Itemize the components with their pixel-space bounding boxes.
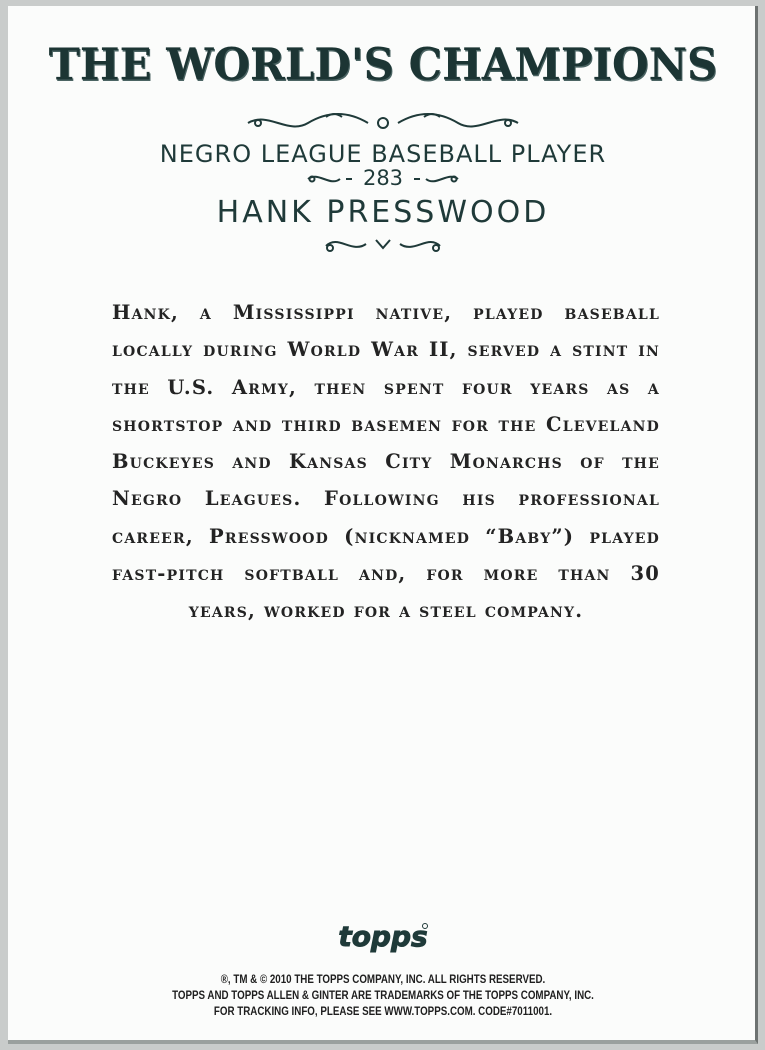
topps-logo-text: topps	[338, 920, 428, 953]
player-name: HANK PRESSWOOD	[216, 195, 550, 230]
scroll-ornament-bottom	[8, 230, 758, 258]
legal-line-tracking: FOR TRACKING INFO, PLEASE SEE WWW.TOPPS.COM. CODE#7011001.	[213, 1006, 553, 1018]
legal-line-copyright: ®, TM & © 2010 THE TOPPS COMPANY, INC. ALL RIGHTS RESERVED.	[220, 974, 546, 986]
topps-logo	[8, 916, 758, 960]
legal-notice	[64, 972, 702, 1020]
player-biography: Hank, a Mississippi native, played baseball locally during World War II, served a stint in the U.S. Army, then spent four years as a shortstop and third basemen for the Cleveland Buckeyes and Kansas City Monarchs of the Negro Leagues. Following his professional career, Presswood (nicknamed “Baby”) played fast-pitch softball and, for more than 30 years, worked for a steel company.	[112, 301, 660, 623]
series-title: THE WORLD'S CHAMPIONS	[48, 38, 718, 91]
trading-card-back	[8, 6, 758, 1044]
card-number: 283	[362, 166, 404, 190]
legal-line-trademarks: TOPPS AND TOPPS ALLEN & GINTER ARE TRADEMARKS OF THE TOPPS COMPANY, INC.	[172, 990, 594, 1002]
player-category: NEGRO LEAGUE BASEBALL PLAYER	[159, 140, 607, 168]
topps-logo-mark	[333, 916, 433, 956]
scroll-ornament-top	[8, 109, 758, 137]
